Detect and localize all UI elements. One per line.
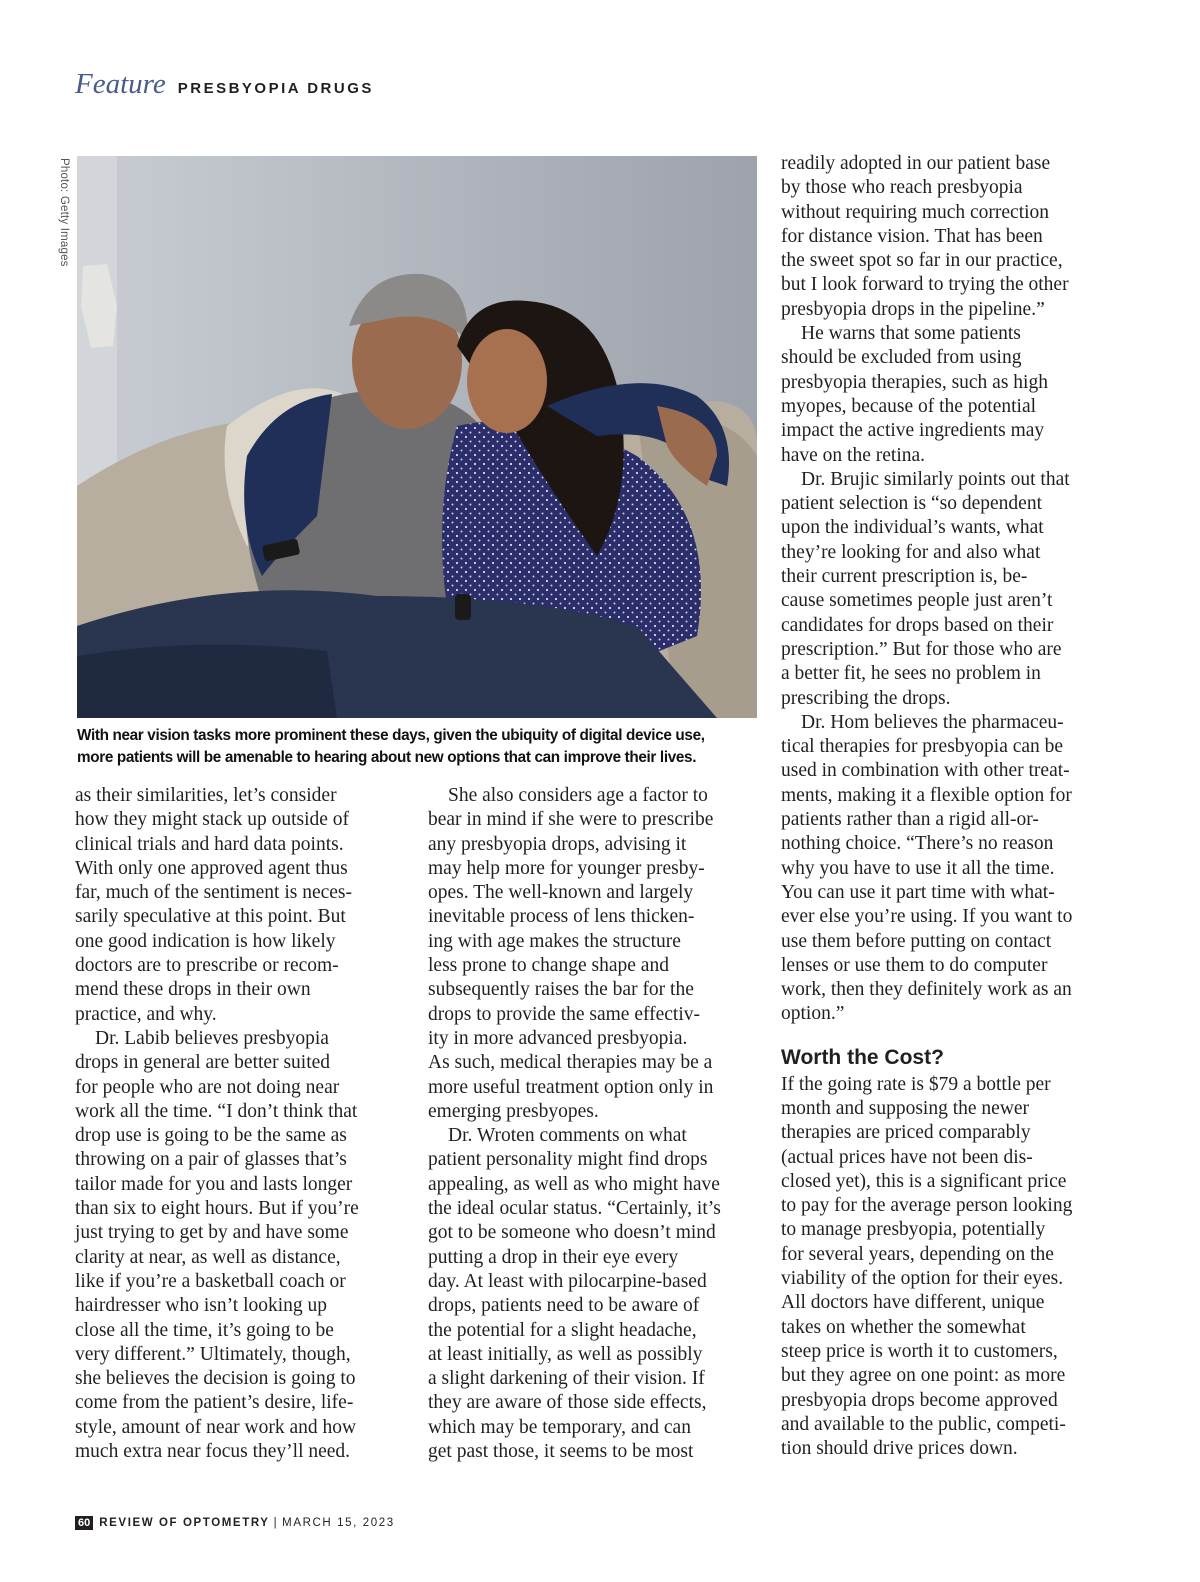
text-line: practice, and why. — [75, 1003, 217, 1025]
text-line: she believes the decision is going to — [75, 1368, 356, 1390]
text-line: throwing on a pair of glasses that’s — [75, 1149, 347, 1171]
text-line: drops, patients need to be aware of — [428, 1295, 700, 1317]
text-line: close all the time, it’s going to be — [75, 1319, 334, 1341]
text-line: day. At least with pilocarpine-based — [428, 1270, 707, 1292]
body-column-3 — [781, 152, 1121, 1461]
text-line: get past those, it seems to be most — [428, 1441, 694, 1463]
text-line: a better fit, he sees no problem in — [781, 663, 1041, 685]
text-line: Dr. Labib believes presbyopia — [95, 1027, 329, 1049]
text-line: drops in general are better suited — [75, 1052, 331, 1074]
text-line: clarity at near, as well as distance, — [75, 1246, 341, 1268]
text-line: the sweet spot so far in our practice, — [781, 250, 1063, 272]
text-line: prescribing the drops. — [781, 687, 951, 709]
text-line: less prone to change shape and — [428, 955, 669, 977]
text-line: myopes, because of the potential — [781, 395, 1037, 417]
text-line: used in combination with other treat- — [781, 760, 1070, 782]
footer-separator: | — [273, 1517, 279, 1529]
text-line: hairdresser who isn’t looking up — [75, 1295, 328, 1317]
text-line: readily adopted in our patient base — [781, 153, 1051, 174]
text-line: She also considers age a factor to — [448, 785, 708, 806]
body-column-1 — [75, 784, 410, 1464]
text-line: ever else you’re using. If you want to — [781, 906, 1073, 928]
text-line: work all the time. “I don’t think that — [75, 1100, 358, 1122]
text-line: they are aware of those side effects, — [428, 1392, 707, 1414]
text-line: appealing, as well as who might have — [428, 1173, 720, 1195]
text-line: ments, making it a flexible option for — [781, 784, 1072, 806]
text-line: doctors are to prescribe or recom- — [75, 955, 339, 977]
text-line: have on the retina. — [781, 444, 926, 466]
photo-credit: Photo: Getty Images — [58, 158, 70, 267]
text-line: You can use it part time with what- — [781, 881, 1055, 903]
text-line: ity in more advanced presbyopia. — [428, 1027, 688, 1049]
text-line: and available to the public, competi- — [781, 1413, 1066, 1435]
caption-line: more patients will be amenable to hearing about new options that can improve their lives. — [77, 749, 697, 766]
text-line: If the going rate is $79 a bottle per — [781, 1073, 1051, 1095]
text-line: bear in mind if she were to prescribe — [428, 809, 714, 831]
text-line: mend these drops in their own — [75, 979, 311, 1001]
couple-on-couch-photo — [77, 156, 757, 718]
text-line: come from the patient’s desire, life- — [75, 1392, 354, 1414]
text-line: use them before putting on contact — [781, 930, 1052, 952]
section-label: PRESBYOPIA DRUGS — [177, 80, 374, 97]
text-line: emerging presbyopes. — [428, 1100, 599, 1122]
text-line: presbyopia therapies, such as high — [781, 371, 1048, 393]
text-line: tical therapies for presbyopia can be — [781, 736, 1064, 758]
text-line: tailor made for you and lasts longer — [75, 1173, 353, 1195]
text-line: like if you’re a basketball coach or — [75, 1270, 346, 1292]
section-subhead: Worth the Cost? — [781, 1045, 944, 1069]
publication-name: REVIEW OF OPTOMETRY — [99, 1517, 270, 1529]
text-line: to manage presbyopia, potentially — [781, 1219, 1046, 1241]
text-line: for several years, depending on the — [781, 1243, 1054, 1265]
text-line: cause sometimes people just aren’t — [781, 590, 1053, 612]
feature-label: Feature — [75, 68, 166, 100]
text-line: for people who are not doing near — [75, 1076, 340, 1098]
text-line: inevitable process of lens thicken- — [428, 906, 695, 928]
text-line: steep price is worth it to customers, — [781, 1340, 1058, 1362]
caption-line: With near vision tasks more prominent these days, given the ubiquity of digital device use, — [77, 727, 705, 744]
text-line: viability of the option for their eyes. — [781, 1268, 1064, 1290]
text-line: subsequently raises the bar for the — [428, 979, 694, 1001]
text-line: the potential for a slight headache, — [428, 1319, 697, 1341]
text-line: month and supposing the newer — [781, 1097, 1030, 1119]
text-line: opes. The well-known and largely — [428, 882, 694, 904]
text-line: Dr. Hom believes the pharmaceu- — [801, 711, 1064, 733]
text-line: but I look forward to trying the other — [781, 274, 1069, 296]
text-line: should be excluded from using — [781, 347, 1022, 369]
text-line: lenses or use them to do computer — [781, 954, 1048, 976]
text-line: All doctors have different, unique — [781, 1292, 1045, 1314]
text-line: a slight darkening of their vision. If — [428, 1368, 705, 1390]
text-line: for distance vision. That has been — [781, 225, 1043, 247]
text-line: He warns that some patients — [801, 323, 1021, 345]
text-line: than six to eight hours. But if you’re — [75, 1198, 359, 1220]
text-line: style, amount of near work and how — [75, 1416, 357, 1438]
text-line: very different.” Ultimately, though, — [75, 1343, 351, 1365]
text-line: candidates for drops based on their — [781, 614, 1054, 636]
text-line: by those who reach presbyopia — [781, 177, 1023, 199]
text-line: but they agree on one point: as more — [781, 1365, 1066, 1387]
issue-date: MARCH 15, 2023 — [282, 1517, 395, 1529]
text-line: prescription.” But for those who are — [781, 638, 1062, 660]
page-number: 60 — [75, 1516, 93, 1530]
text-line: Dr. Wroten comments on what — [448, 1125, 687, 1147]
text-line: more useful treatment option only in — [428, 1076, 714, 1098]
text-line: upon the individual’s wants, what — [781, 517, 1044, 539]
text-line: work, then they definitely work as an — [781, 979, 1072, 1001]
text-line: presbyopia drops in the pipeline.” — [781, 298, 1045, 320]
text-line: much extra near focus they’ll need. — [75, 1441, 351, 1463]
text-line: far, much of the sentiment is neces- — [75, 882, 352, 904]
text-line: how they might stack up outside of — [75, 809, 350, 831]
text-line: drop use is going to be the same as — [75, 1125, 347, 1147]
text-line: presbyopia drops become approved — [781, 1389, 1058, 1411]
text-line: ing with age makes the structure — [428, 930, 681, 952]
text-line: option.” — [781, 1003, 845, 1025]
text-line: clinical trials and hard data points. — [75, 833, 344, 855]
text-line: any presbyopia drops, advising it — [428, 833, 687, 855]
page-header — [75, 68, 374, 104]
text-line: at least initially, as well as possibly — [428, 1343, 703, 1365]
text-line: got to be someone who doesn’t mind — [428, 1222, 716, 1244]
text-line: their current prescription is, be- — [781, 566, 1028, 588]
text-line: tion should drive prices down. — [781, 1438, 1018, 1460]
text-line: they’re looking for and also what — [781, 541, 1041, 563]
text-line: to pay for the average person looking — [781, 1195, 1073, 1217]
text-line: patient selection is “so dependent — [781, 493, 1043, 515]
text-line: impact the active ingredients may — [781, 420, 1045, 442]
text-line: drops to provide the same effectiv- — [428, 1003, 701, 1025]
photo-caption — [77, 725, 767, 769]
text-line: nothing choice. “There’s no reason — [781, 833, 1054, 855]
text-line: (actual prices have not been dis- — [781, 1146, 1033, 1168]
text-line: without requiring much correction — [781, 201, 1050, 223]
text-line: patients rather than a rigid all-or- — [781, 809, 1039, 831]
text-line: as their similarities, let’s consider — [75, 785, 337, 806]
page-footer — [75, 1516, 395, 1530]
text-line: which may be temporary, and can — [428, 1416, 691, 1438]
text-line: why you have to use it all the time. — [781, 857, 1055, 879]
text-line: putting a drop in their eye every — [428, 1246, 679, 1268]
body-column-2 — [428, 784, 763, 1464]
text-line: one good indication is how likely — [75, 930, 336, 952]
text-line: patient personality might find drops — [428, 1149, 708, 1171]
text-line: closed yet), this is a significant price — [781, 1170, 1067, 1192]
text-line: just trying to get by and have some — [75, 1222, 349, 1244]
text-line: As such, medical therapies may be a — [428, 1052, 713, 1074]
text-line: takes on whether the somewhat — [781, 1316, 1026, 1338]
text-line: therapies are priced comparably — [781, 1122, 1031, 1144]
text-line: Dr. Brujic similarly points out that — [801, 468, 1070, 490]
text-line: With only one approved agent thus — [75, 857, 348, 879]
text-line: the ideal ocular status. “Certainly, it’s — [428, 1198, 721, 1220]
text-line: may help more for younger presby- — [428, 857, 705, 879]
text-line: sarily speculative at this point. But — [75, 906, 346, 928]
